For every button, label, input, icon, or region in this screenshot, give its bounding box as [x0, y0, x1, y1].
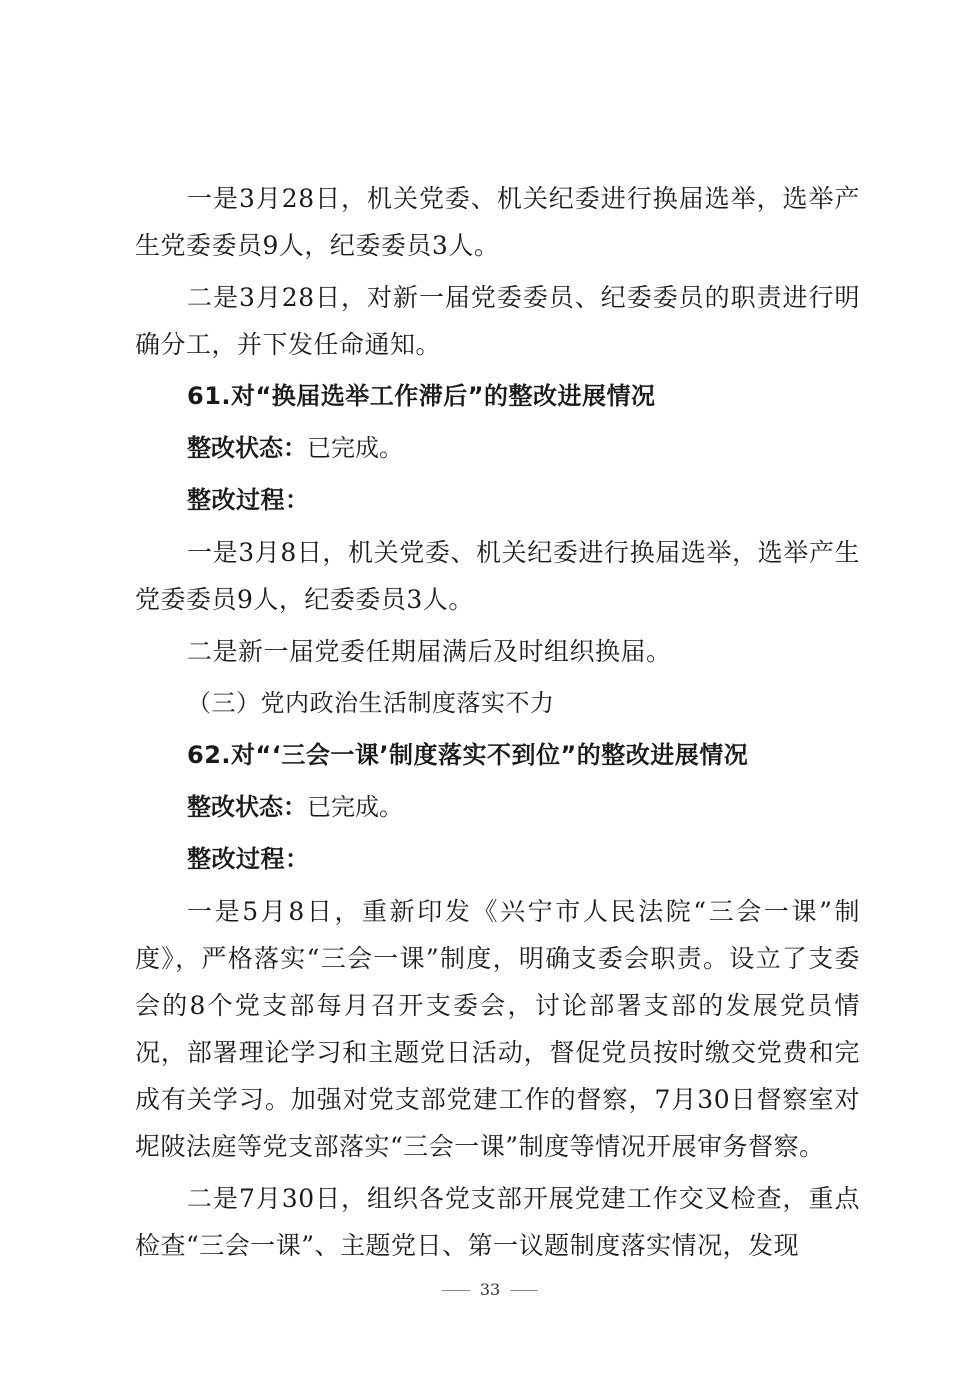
section-3-heading: （三）党内政治生活制度落实不力 [187, 689, 555, 717]
page-number: 33 [479, 1280, 501, 1299]
paragraph-6: 二是7月30日，组织各党支部开展党建工作交叉检查，重点检查“三会一课”、主题党日、第一议题制度落实情况，发现 [135, 1184, 860, 1260]
item-62-status [135, 784, 860, 831]
status-label: 整改状态： [187, 434, 307, 462]
item-61-process-label: 整改过程： [187, 486, 310, 514]
paragraph-2: 二是3月28日，对新一届党委委员、纪委委员的职责进行明确分工，并下发任命通知。 [135, 283, 860, 359]
paragraph-3: 一是3月8日，机关党委、机关纪委进行换届选举，选举产生党委委员9人，纪委委员3人。 [135, 538, 860, 614]
status-label: 整改状态： [187, 793, 307, 821]
footer-dash-right [510, 1290, 538, 1291]
footer-dash-left [442, 1290, 470, 1291]
paragraph-1: 一是3月28日，机关党委、机关纪委进行换届选举，选举产生党委委员9人，纪委委员3人。 [135, 184, 860, 260]
status-value: 已完成。 [307, 793, 403, 821]
paragraph-5: 一是5月8日，重新印发《兴宁市人民法院“三会一课”制度》，严格落实“三会一课”制度，明确支委会职责。设立了支委会的8个党支部每月召开支委会，讨论部署支部的发展党员情况，部署理论学习和主题党日活动，督促党员按时缴交党费和完成有关学习。加强对党支部党建工作的督察，7月30日督察室对坭陂法庭等党支部落实“三会一课”制度等情况开展审务督察。 [135, 897, 860, 1161]
page-footer [0, 1280, 980, 1299]
paragraph-4: 二是新一届党委任期届满后及时组织换届。 [187, 637, 672, 666]
status-value: 已完成。 [307, 434, 403, 462]
item-61-status [135, 425, 860, 472]
item-62-process-label: 整改过程： [187, 845, 310, 873]
item-62-heading: 62.对“‘三会一课’制度落实不到位”的整改进展情况 [187, 741, 749, 769]
document-body [135, 175, 860, 1274]
item-61-heading: 61.对“换届选举工作滞后”的整改进展情况 [187, 382, 656, 410]
